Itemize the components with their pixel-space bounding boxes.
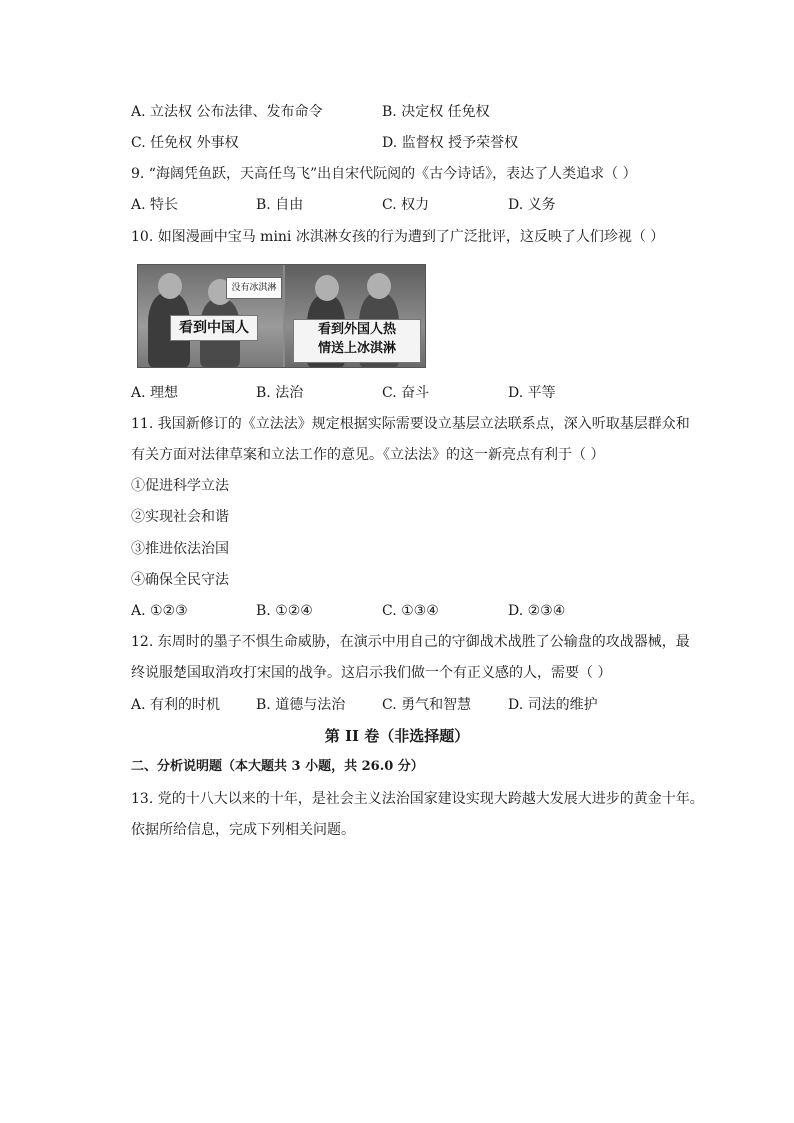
q12-option-c: C. 勇气和智慧 xyxy=(382,697,472,713)
caption-right-line-1: 看到外国人热 xyxy=(317,322,396,337)
q8-option-b: B. 决定权 任免权 xyxy=(382,104,490,120)
cartoon-panel-right xyxy=(285,265,425,367)
cartoon-head-icon xyxy=(315,275,339,301)
q9-option-c: C. 权力 xyxy=(382,197,430,213)
q9-option-b: B. 自由 xyxy=(256,197,304,213)
q11-statement-2: ②实现社会和谐 xyxy=(131,509,229,525)
section-title: 第 II 卷（非选择题） xyxy=(324,727,470,745)
q11-option-d: D. ②③④ xyxy=(508,603,566,619)
q11-option-a: A. ①②③ xyxy=(131,603,188,619)
cartoon-figure xyxy=(137,264,426,368)
q10-option-c: C. 奋斗 xyxy=(382,385,430,401)
q9-option-a: A. 特长 xyxy=(131,197,179,213)
question-9: 9. “海阔凭鱼跃，天高任鸟飞”出自宋代阮阅的《古今诗话》，表达了人类追求（ ） xyxy=(131,166,637,182)
q12-option-d: D. 司法的维护 xyxy=(508,697,598,713)
question-10: 10. 如图漫画中宝马 mini 冰淇淋女孩的行为遭到了广泛批评，这反映了人们珍视（ ） xyxy=(131,229,665,245)
q11-statement-4: ④确保全民守法 xyxy=(131,572,229,588)
caption-right xyxy=(293,319,421,363)
q11-option-c: C. ①③④ xyxy=(382,603,439,619)
cartoon-head-icon xyxy=(367,273,391,299)
q10-option-b: B. 法治 xyxy=(256,385,304,401)
q8-option-c: C. 任免权 外事权 xyxy=(131,135,239,151)
cartoon-head-icon xyxy=(158,273,182,299)
part-heading: 二、分析说明题（本大题共 3 小题，共 26.0 分） xyxy=(131,759,424,774)
question-12-line-1: 12. 东周时的墨子不惧生命威胁，在演示中用自己的守御战术战胜了公输盘的攻战器械，最 xyxy=(131,634,690,650)
q8-option-a: A. 立法权 公布法律、发布命令 xyxy=(131,104,323,120)
question-13-line-1: 13. 党的十八大以来的十年，是社会主义法治国家建设实现大跨越大发展大进步的黄金十年。 xyxy=(131,791,704,807)
question-11-line-1: 11. 我国新修订的《立法法》规定根据实际需要设立基层立法联系点，深入听取基层群众和 xyxy=(131,416,690,432)
question-12-line-2: 终说服楚国取消攻打宋国的战争。这启示我们做一个有正义感的人，需要（ ） xyxy=(131,665,612,681)
q11-statement-1: ①促进科学立法 xyxy=(131,478,229,494)
speech-bubble: 没有冰淇淋 xyxy=(226,277,282,299)
q10-option-d: D. 平等 xyxy=(508,385,556,401)
question-11-line-2: 有关方面对法律草案和立法工作的意见。《立法法》的这一新亮点有利于（ ） xyxy=(131,447,605,463)
question-13-line-2: 依据所给信息，完成下列相关问题。 xyxy=(131,822,355,838)
caption-left: 看到中国人 xyxy=(170,315,258,341)
caption-right-line-2: 情送上冰淇淋 xyxy=(317,341,396,356)
q8-option-d: D. 监督权 授予荣誉权 xyxy=(382,135,519,151)
cartoon-panel-left xyxy=(138,265,283,367)
q12-option-b: B. 道德与法治 xyxy=(256,697,346,713)
q12-option-a: A. 有利的时机 xyxy=(131,697,221,713)
q10-option-a: A. 理想 xyxy=(131,385,179,401)
q9-option-d: D. 义务 xyxy=(508,197,556,213)
q11-option-b: B. ①②④ xyxy=(256,603,313,619)
q11-statement-3: ③推进依法治国 xyxy=(131,541,229,557)
